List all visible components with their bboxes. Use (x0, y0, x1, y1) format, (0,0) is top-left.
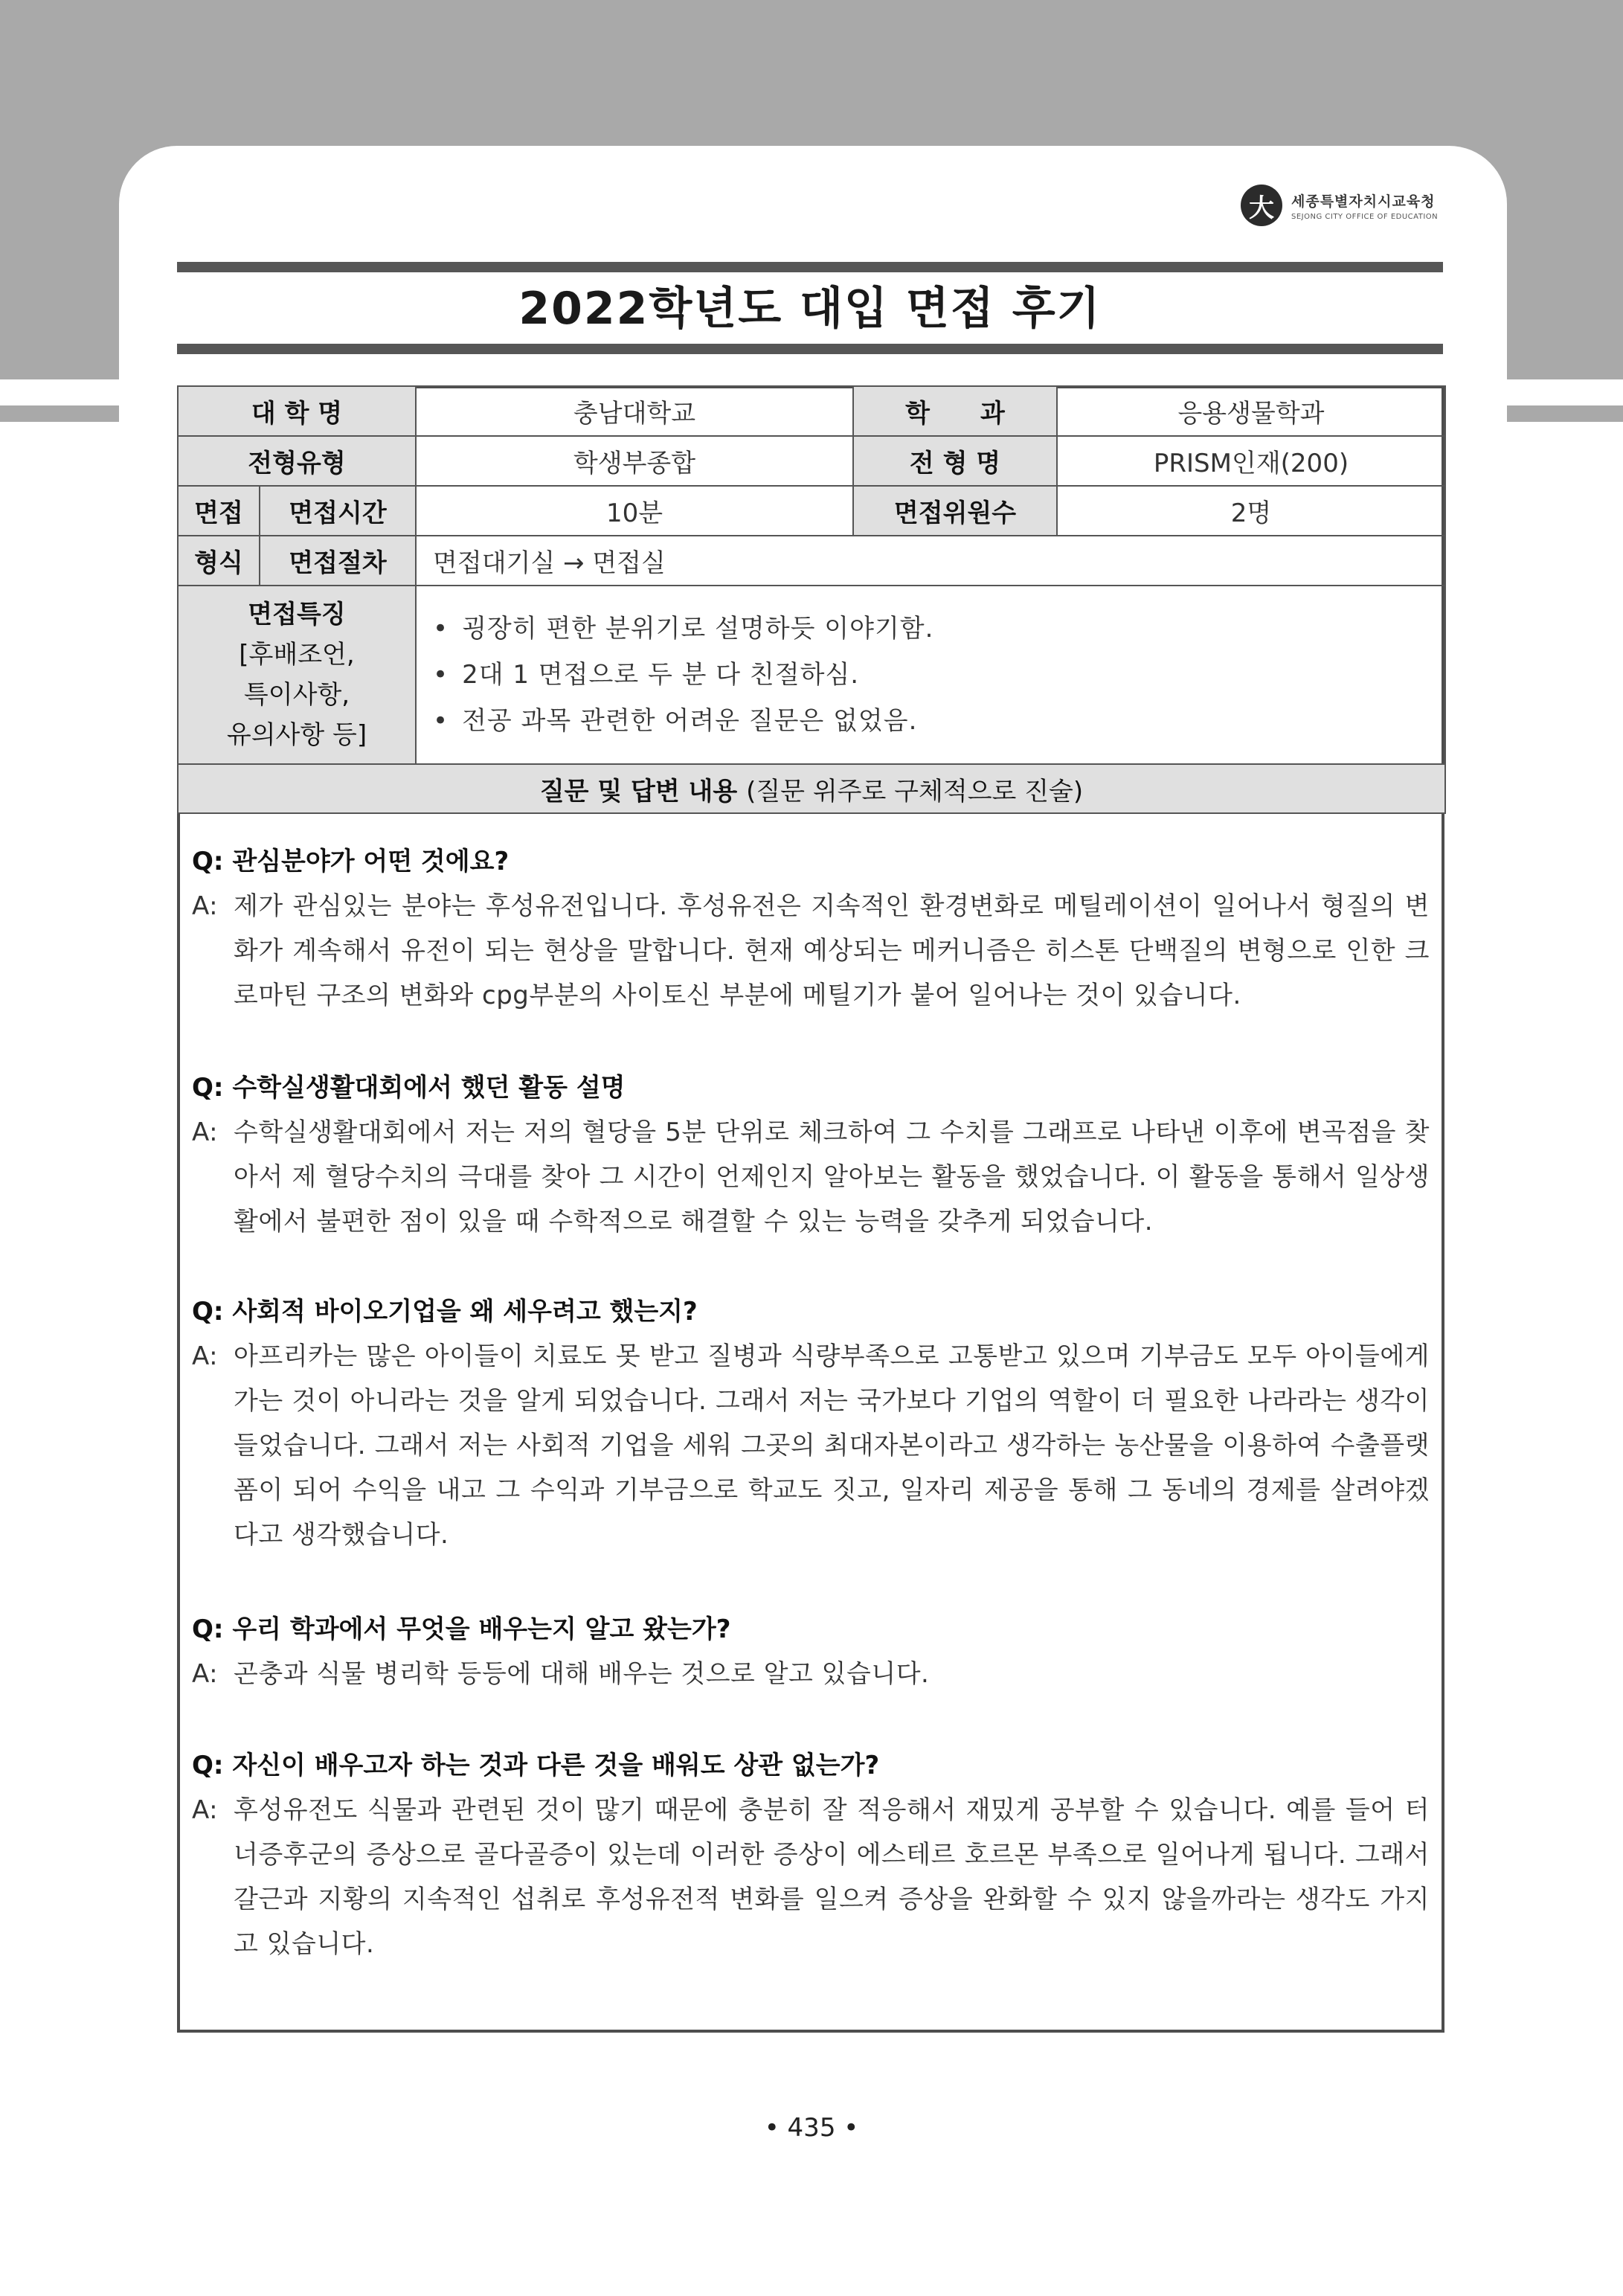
org-name-en: SEJONG CITY OFFICE OF EDUCATION (1291, 212, 1439, 221)
features-list (417, 606, 1444, 744)
answer (192, 1652, 1430, 1696)
qa-block-2 (192, 1065, 1430, 1244)
org-logo (1241, 185, 1438, 226)
answer-label: A: (192, 1659, 219, 1689)
department-label: 학 과 (853, 386, 1057, 436)
title-top-rule (177, 262, 1443, 272)
qa-block-4 (192, 1607, 1430, 1696)
list-item: • 2대 1 면접으로 두 분 다 친절하심. (433, 652, 1444, 698)
university-label: 대 학 명 (178, 386, 416, 436)
admission-type-value: 학생부종합 (416, 436, 853, 486)
format-label-top: 면접 (178, 486, 260, 536)
question: Q: 수학실생활대회에서 했던 활동 설명 (192, 1073, 626, 1103)
answer-label: A: (192, 1117, 219, 1147)
page-number: • 435 • (764, 2113, 859, 2143)
question: Q: 우리 학과에서 무엇을 배우는지 알고 왔는가? (192, 1614, 731, 1644)
qa-block-5 (192, 1743, 1430, 1966)
answer (192, 1110, 1430, 1244)
org-name-ko: 세종특별자치시교육청 (1291, 193, 1436, 210)
answer (192, 1788, 1430, 1966)
answer (192, 884, 1430, 1018)
department-value: 응용생물학과 (1057, 386, 1445, 436)
features-content (416, 586, 1445, 764)
answer-text: 제가 관심있는 분야는 후성유전입니다. 후성유전은 지속적인 환경변화로 메틸레이션이 일어나서 형질의 변화가 계속해서 유전이 되는 현상을 말합니다. 현재 예상되는 메커니즘은 히스톤 단백질의 변형으로 인한 크로마틴 구조의 변화와 cpg부분의 사이토신 부분에 메틸기가 붙어 일어나는 것이 있습니다. (234, 891, 1430, 1010)
qa-block-1 (192, 839, 1430, 1018)
title-bottom-rule (177, 344, 1443, 354)
answer-label: A: (192, 1341, 219, 1371)
answer-text: 수학실생활대회에서 저는 저의 혈당을 5분 단위로 체크하여 그 수치를 그래프로 나타낸 이후에 변곡점을 찾아서 제 혈당수치의 극대를 찾아 그 시간이 언제인지 알아보는 활동을 했었습니다. 이 활동을 통해서 일상생활에서 불편한 점이 있을 때 수학적으로 해결할 수 있는 능력을 갖추게 되었습니다. (234, 1117, 1430, 1237)
university-value: 충남대학교 (416, 386, 853, 436)
question: Q: 관심분야가 어떤 것에요? (192, 847, 510, 876)
features-label-line: 특이사항, (243, 680, 350, 710)
interview-time-value: 10분 (416, 486, 853, 536)
admission-name-value: PRISM인재(200) (1057, 436, 1445, 486)
interviewers-label: 면접위원수 (853, 486, 1057, 536)
qa-section-header (178, 764, 1445, 813)
question: Q: 자신이 배우고자 하는 것과 다른 것을 배워도 상관 없는가? (192, 1751, 880, 1780)
qa-header-bold: 질문 및 답변 내용 (539, 776, 738, 807)
page-title: 2022학년도 대입 면접 후기 (518, 283, 1102, 335)
features-label-line: [후배조언, (239, 640, 355, 670)
list-item: • 굉장히 편한 분위기로 설명하듯 이야기함. (433, 606, 1444, 652)
answer (192, 1334, 1430, 1557)
procedure-value: 면접대기실 → 면접실 (416, 536, 1445, 586)
answer-text: 곤충과 식물 병리학 등등에 대해 배우는 것으로 알고 있습니다. (234, 1659, 930, 1689)
interview-info-table (177, 385, 1446, 814)
answer-label: A: (192, 1795, 219, 1825)
answer-text: 후성유전도 식물과 관련된 것이 많기 때문에 충분히 잘 적응해서 재밌게 공부할 수 있습니다. 예를 들어 터너증후군의 증상으로 골다골증이 있는데 이러한 증상이 에스테르 호르몬 부족으로 일어나게 됩니다. 그래서 갈근과 지황의 지속적인 섭취로 후성유전적 변화를 일으켜 증상을 완화할 수 있지 않을까라는 생각도 가지고 있습니다. (234, 1795, 1430, 1959)
admission-name-label: 전 형 명 (853, 436, 1057, 486)
features-label-line: 유의사항 등] (226, 720, 367, 750)
qa-header-note: (질문 위주로 구체적으로 진술) (746, 776, 1084, 807)
admission-type-label: 전형유형 (178, 436, 416, 486)
interview-time-label: 면접시간 (260, 486, 416, 536)
features-label-title: 면접특징 (248, 600, 346, 629)
features-label (178, 586, 416, 764)
list-item: • 전공 과목 관련한 어려운 질문은 없었음. (433, 698, 1444, 744)
answer-label: A: (192, 891, 219, 921)
question: Q: 사회적 바이오기업을 왜 세우려고 했는지? (192, 1297, 698, 1327)
procedure-label: 면접절차 (260, 536, 416, 586)
education-office-emblem-icon: 大 (1241, 185, 1282, 226)
left-decorative-bar (0, 405, 119, 422)
answer-text: 아프리카는 많은 아이들이 치료도 못 받고 질병과 식량부족으로 고통받고 있으며 기부금도 모두 아이들에게 가는 것이 아니라는 것을 알게 되었습니다. 그래서 저는 국가보다 기업의 역할이 더 필요한 나라라는 생각이 들었습니다. 그래서 저는 사회적 기업을 세워 그곳의 최대자본이라고 생각하는 농산물을 이용하여 수출플랫폼이 되어 수익을 내고 그 수익과 기부금으로 학교도 짓고, 일자리 제공을 통해 그 동네의 경제를 살려야겠다고 생각했습니다. (234, 1341, 1430, 1550)
format-label-bottom: 형식 (178, 536, 260, 586)
org-name (1291, 190, 1438, 221)
qa-block-3 (192, 1289, 1430, 1557)
interviewers-value: 2명 (1057, 486, 1445, 536)
right-decorative-bar (1507, 405, 1623, 422)
